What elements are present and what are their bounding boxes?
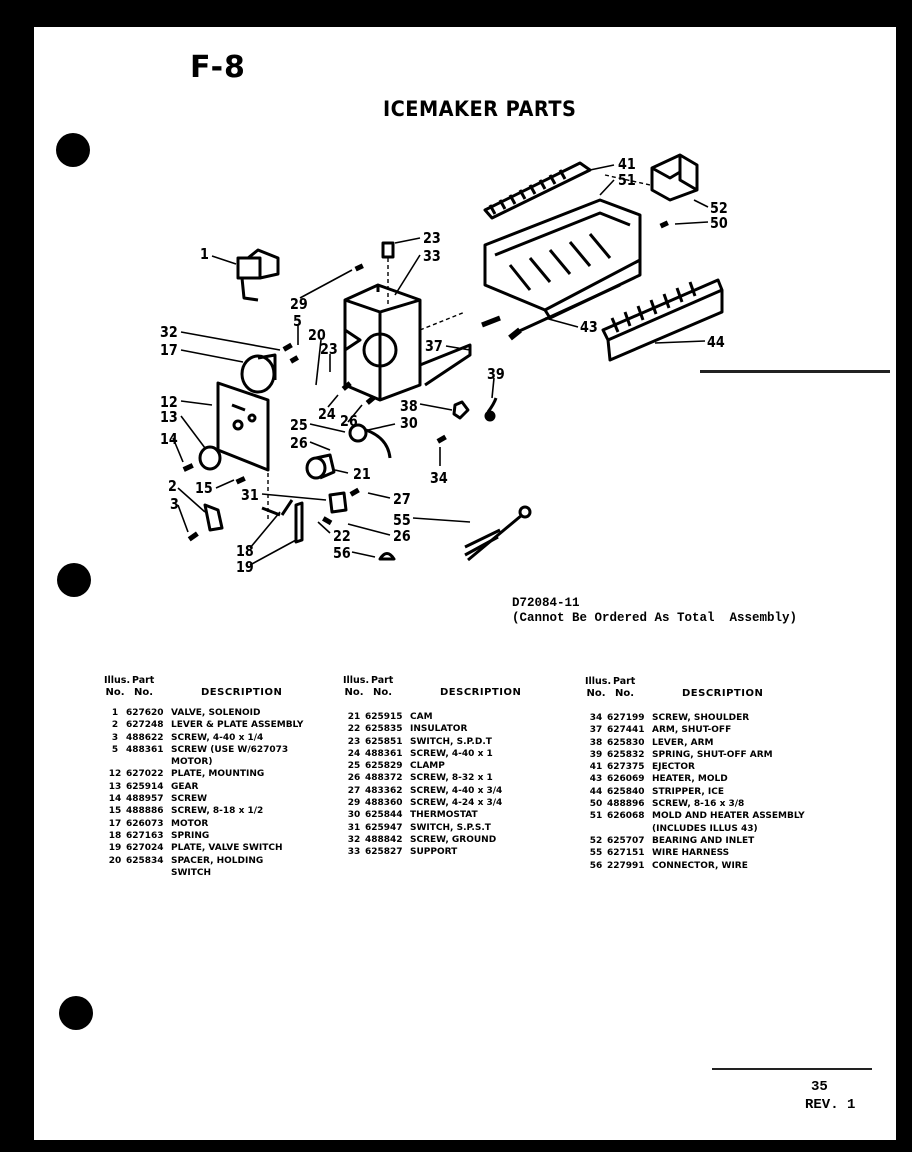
part-number: 488896 [607,799,645,810]
part-number: 488360 [365,798,403,809]
page-number: 35 [811,1079,828,1095]
table-row [343,711,563,723]
part-description: SPACER, HOLDING [171,855,264,866]
illus-number: 32 [347,834,361,845]
part-number: 625827 [365,847,403,858]
part-number: 488886 [126,806,164,817]
assembly-note [512,596,797,626]
binder-hole-bottom [59,996,93,1030]
callout-label: 33 [423,247,441,265]
table-row [585,737,825,749]
illus-number: 14 [108,794,122,805]
table-row [343,785,563,797]
mounting-plate-drawing [218,383,268,470]
callout-label: 2 [168,477,177,495]
illus-number [585,823,607,835]
part-number: 626073 [126,818,164,829]
table-row [343,834,563,846]
illus-number: 41 [589,762,603,773]
callout-label: 17 [160,341,178,359]
part-description: INSULATOR [410,724,468,735]
illus-number: 29 [347,798,361,809]
illus-number: 17 [108,818,122,829]
illus-number [104,867,126,879]
table-row [104,719,334,731]
table-row [104,732,334,744]
callout-label: 5 [293,312,302,330]
part-description: SCREW, 4-24 x 3/4 [410,798,503,809]
illus-number: 55 [589,848,603,859]
part-description: PLATE, MOUNTING [171,769,265,780]
callout-label: 27 [393,490,411,508]
part-description: SCREW, 8-18 x 1/2 [171,806,264,817]
table-row [104,781,334,793]
drawing-number: D72084-11 [512,596,580,610]
part-number: 627024 [126,843,164,854]
table-header-top: Illus. Part [585,676,636,687]
part-description: PLATE, VALVE SWITCH [171,843,283,854]
page-title: ICEMAKER PARTS [383,97,577,121]
callout-label: 31 [241,486,259,504]
illus-number: 20 [108,855,122,866]
part-number: 488842 [365,834,403,845]
illus-number: 3 [111,732,119,743]
part-number: 627163 [126,830,164,841]
table-row [343,748,563,760]
part-description: STRIPPER, ICE [652,786,724,797]
part-description: SWITCH, S.P.D.T [410,736,492,747]
table-row [104,793,334,805]
part-number: 488622 [126,732,164,743]
part-description: VALVE, SOLENOID [171,708,261,718]
table-header: No. No. DESCRIPTION [344,687,522,698]
illus-number: 24 [347,748,361,759]
parts-table-column-2 [343,675,563,859]
callout-label: 3 [170,495,179,513]
illus-number: 30 [347,810,361,821]
part-description: (INCLUDES ILLUS 43) [652,823,758,834]
revision-label: REV. 1 [805,1097,856,1113]
part-description: CLAMP [410,761,445,772]
part-description: CONNECTOR, WIRE [652,860,748,871]
callout-label: 44 [707,333,725,351]
part-number: 488957 [126,794,164,805]
part-description: SCREW, 8-32 x 1 [410,773,493,784]
illus-number: 22 [347,724,361,735]
illus-number: 34 [589,713,603,723]
part-description: EJECTOR [652,762,695,773]
part-number: 627620 [126,708,164,718]
part-number: 625707 [607,835,645,846]
callout-label: 56 [333,544,351,562]
part-number: 625915 [365,712,403,722]
callout-label: 37 [425,337,443,355]
table-row [585,810,825,822]
callout-label: 38 [400,397,418,415]
part-number: 625840 [607,786,645,797]
table-header-top: Illus. Part [104,675,155,686]
callout-label: 26 [340,412,358,430]
part-number: 627199 [607,713,645,723]
illus-number: 5 [111,744,119,755]
part-number: 488361 [365,748,403,759]
table-row [585,823,825,835]
part-description: SCREW, 4-40 x 1/4 [171,732,264,743]
illus-number: 43 [589,774,603,785]
table-row [585,749,825,761]
callout-label: 12 [160,393,178,411]
illus-number: 1 [111,708,119,718]
table-rows [104,707,334,879]
callout-label: 52 [710,199,728,217]
part-number [126,756,171,768]
table-row [104,805,334,817]
illus-number: 23 [347,736,361,747]
part-description: HEATER, MOLD [652,774,728,785]
part-number: 488372 [365,773,403,784]
table-row [104,867,334,879]
table-row [343,809,563,821]
callout-label: 30 [400,414,418,432]
illus-number: 39 [589,749,603,760]
illus-number: 26 [347,773,361,784]
part-description: LEVER & PLATE ASSEMBLY [171,720,304,731]
support-housing-drawing [345,285,420,400]
illus-number: 37 [589,725,603,736]
table-row [104,830,334,842]
callout-label: 13 [160,408,178,426]
illus-number: 19 [108,843,122,854]
callout-label: 50 [710,214,728,232]
part-number: 626069 [607,774,645,785]
part-description: SCREW, 4-40 x 1 [410,748,493,759]
part-number: 625830 [607,737,645,748]
illus-number: 2 [111,720,119,731]
callout-label: 15 [195,479,213,497]
part-number: 627375 [607,762,645,773]
part-number: 626068 [607,811,645,822]
part-description: SCREW, 8-16 x 3/8 [652,799,745,810]
table-row [585,724,825,736]
ice-mold-drawing [485,200,640,318]
table-row [343,772,563,784]
table-row [585,847,825,859]
table-row [104,768,334,780]
part-description: LEVER, ARM [652,737,714,748]
callout-label: 51 [618,171,636,189]
part-number: 625834 [126,855,164,866]
part-number: 627248 [126,720,164,731]
callout-label: 39 [487,365,505,383]
table-header: No. No. DESCRIPTION [105,687,283,698]
page-footer [805,1078,855,1114]
part-description: MOLD AND HEATER ASSEMBLY [652,811,805,822]
callout-label: 14 [160,430,178,448]
illus-number: 33 [347,847,361,858]
illus-number: 44 [589,786,603,797]
illus-number: 13 [108,781,122,792]
table-row [343,846,563,858]
assembly-order-note: (Cannot Be Ordered As Total Assembly) [512,611,798,625]
illus-number: 15 [108,806,122,817]
parts-table-column-3 [585,676,825,872]
part-number [607,823,652,835]
callout-label: 25 [290,416,308,434]
table-row [585,761,825,773]
part-description: WIRE HARNESS [652,848,730,859]
illus-number: 52 [589,835,603,846]
table-row [343,797,563,809]
callout-label: 55 [393,511,411,529]
part-description: CAM [410,712,433,722]
illus-number: 51 [589,811,603,822]
part-number: 488361 [126,744,164,755]
part-number: 627022 [126,769,164,780]
part-number: 627441 [607,725,645,736]
table-row [585,786,825,798]
callout-label: 34 [430,469,448,487]
callout-label: 20 [308,326,326,344]
part-description: SCREW, 4-40 x 3/4 [410,785,503,796]
callout-label: 24 [318,405,336,423]
part-description: SWITCH [171,867,212,878]
callout-label: 18 [236,542,254,560]
callout-label: 22 [333,527,351,545]
table-rows [343,707,563,859]
scan-artifact-line [712,1068,872,1070]
table-row [343,760,563,772]
callout-label: 43 [580,318,598,336]
part-description: MOTOR) [171,757,213,768]
illus-number: 12 [108,769,122,780]
table-row [104,707,334,719]
part-number [126,867,171,879]
table-row [585,773,825,785]
solenoid-valve-drawing [238,250,278,300]
illus-number: 31 [347,822,361,833]
table-row [343,822,563,834]
callout-label: 32 [160,323,178,341]
callout-label: 19 [236,558,254,576]
table-row [585,860,825,872]
ice-stripper-drawing [603,280,722,360]
callout-label: 26 [393,527,411,545]
illus-number: 25 [347,761,361,772]
part-description: THERMOSTAT [410,810,478,821]
part-number: 625914 [126,781,164,792]
part-number: 625844 [365,810,403,821]
part-number: 625835 [365,724,403,735]
part-number: 625947 [365,822,403,833]
part-description: GEAR [171,781,199,792]
illus-number: 27 [347,785,361,796]
table-row [585,835,825,847]
table-header: No. No. DESCRIPTION [586,688,764,699]
part-description: MOTOR [171,818,209,829]
part-description: SWITCH, S.P.S.T [410,822,491,833]
table-row [343,723,563,735]
part-description: ARM, SHUT-OFF [652,725,732,736]
part-description: BEARING AND INLET [652,835,755,846]
illus-number: 18 [108,830,122,841]
part-number: 625829 [365,761,403,772]
table-row [343,736,563,748]
table-row [104,818,334,830]
part-description: SPRING [171,830,210,841]
callout-label: 1 [200,245,209,263]
callout-label: 41 [618,155,636,173]
part-description: SUPPORT [410,847,458,858]
callout-label: 23 [423,229,441,247]
part-description: SCREW (USE W/627073 [171,744,289,755]
callout-label: 23 [320,340,338,358]
illus-number: 50 [589,799,603,810]
illus-number: 56 [589,860,603,871]
illus-number: 38 [589,737,603,748]
part-description: SCREW, SHOULDER [652,713,750,723]
part-number: 625832 [607,749,645,760]
table-row [585,712,825,724]
part-number: 627151 [607,848,645,859]
illus-number [104,756,126,768]
part-number: 625851 [365,736,403,747]
table-row [104,744,334,756]
part-number: 227991 [607,860,645,871]
part-number: 483362 [365,785,403,796]
table-row [585,798,825,810]
parts-table-column-1 [104,675,334,879]
part-description: SCREW, GROUND [410,834,497,845]
callout-label: 21 [353,465,371,483]
callout-label: 26 [290,434,308,452]
table-row [104,756,334,768]
callout-label: 29 [290,295,308,313]
illus-number: 21 [347,712,361,722]
table-header-top: Illus. Part [343,675,394,686]
figure-id: F-8 [190,50,246,85]
part-description: SCREW [171,794,208,805]
table-rows [585,708,825,872]
table-row [104,842,334,854]
part-description: SPRING, SHUT-OFF ARM [652,749,773,760]
table-row [104,855,334,867]
